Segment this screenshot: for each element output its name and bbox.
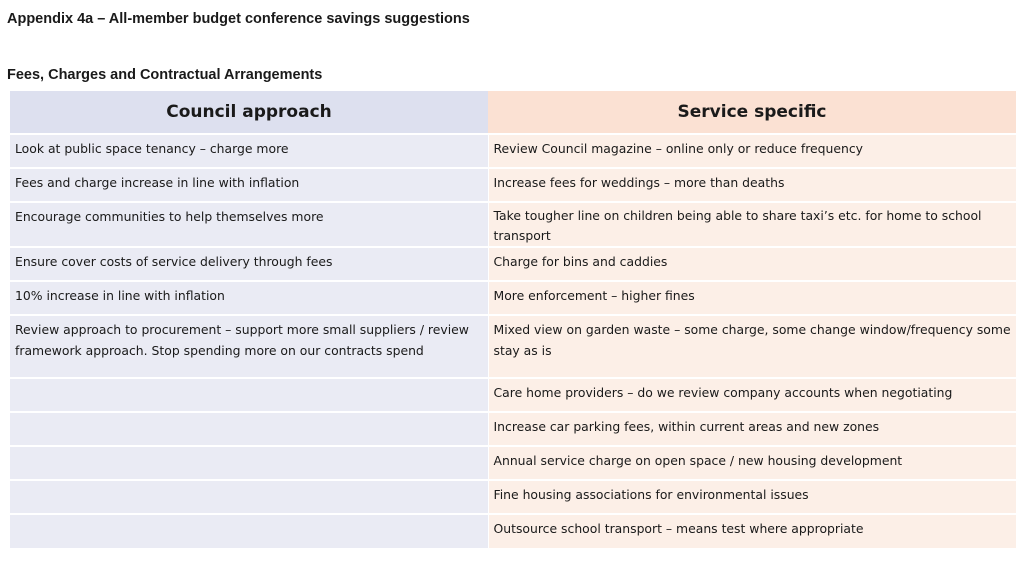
table-row	[10, 315, 1016, 378]
council-approach-cell: Ensure cover costs of service delivery through fees	[10, 247, 488, 281]
service-specific-cell: Outsource school transport – means test where appropriate	[488, 514, 1016, 548]
council-approach-cell	[10, 480, 488, 514]
table-row	[10, 446, 1016, 480]
table-row	[10, 281, 1016, 315]
service-specific-cell: Charge for bins and caddies	[488, 247, 1016, 281]
council-approach-cell	[10, 446, 488, 480]
service-specific-cell: Review Council magazine – online only or reduce frequency	[488, 134, 1016, 168]
table-row	[10, 412, 1016, 446]
table-row	[10, 247, 1016, 281]
table-row	[10, 134, 1016, 168]
header-council-approach: Council approach	[10, 91, 488, 134]
section-title: Fees, Charges and Contractual Arrangements	[7, 67, 323, 83]
table-row	[10, 168, 1016, 202]
service-specific-cell: Increase fees for weddings – more than deaths	[488, 168, 1016, 202]
council-approach-cell: 10% increase in line with inflation	[10, 281, 488, 315]
council-approach-cell: Look at public space tenancy – charge more	[10, 134, 488, 168]
service-specific-cell: Take tougher line on children being able to share taxi’s etc. for home to school transport	[488, 202, 1016, 247]
council-approach-cell	[10, 412, 488, 446]
table-row	[10, 480, 1016, 514]
table-header-row	[10, 91, 1016, 134]
service-specific-cell: Fine housing associations for environmental issues	[488, 480, 1016, 514]
table-row	[10, 378, 1016, 412]
service-specific-cell: Care home providers – do we review company accounts when negotiating	[488, 378, 1016, 412]
council-approach-cell: Encourage communities to help themselves more	[10, 202, 488, 247]
council-approach-cell: Fees and charge increase in line with inflation	[10, 168, 488, 202]
header-service-specific: Service specific	[488, 91, 1016, 134]
table-row	[10, 202, 1016, 247]
service-specific-cell: More enforcement – higher fines	[488, 281, 1016, 315]
service-specific-cell: Increase car parking fees, within current areas and new zones	[488, 412, 1016, 446]
council-approach-cell	[10, 514, 488, 548]
suggestions-table	[10, 91, 1016, 548]
council-approach-cell	[10, 378, 488, 412]
document-title: Appendix 4a – All-member budget conference savings suggestions	[7, 11, 470, 27]
service-specific-cell: Annual service charge on open space / new housing development	[488, 446, 1016, 480]
table-row	[10, 514, 1016, 548]
council-approach-cell: Review approach to procurement – support more small suppliers / review framework approach. Stop spending more on our contracts spend	[10, 315, 488, 378]
service-specific-cell: Mixed view on garden waste – some charge, some change window/frequency some stay as is	[488, 315, 1016, 378]
